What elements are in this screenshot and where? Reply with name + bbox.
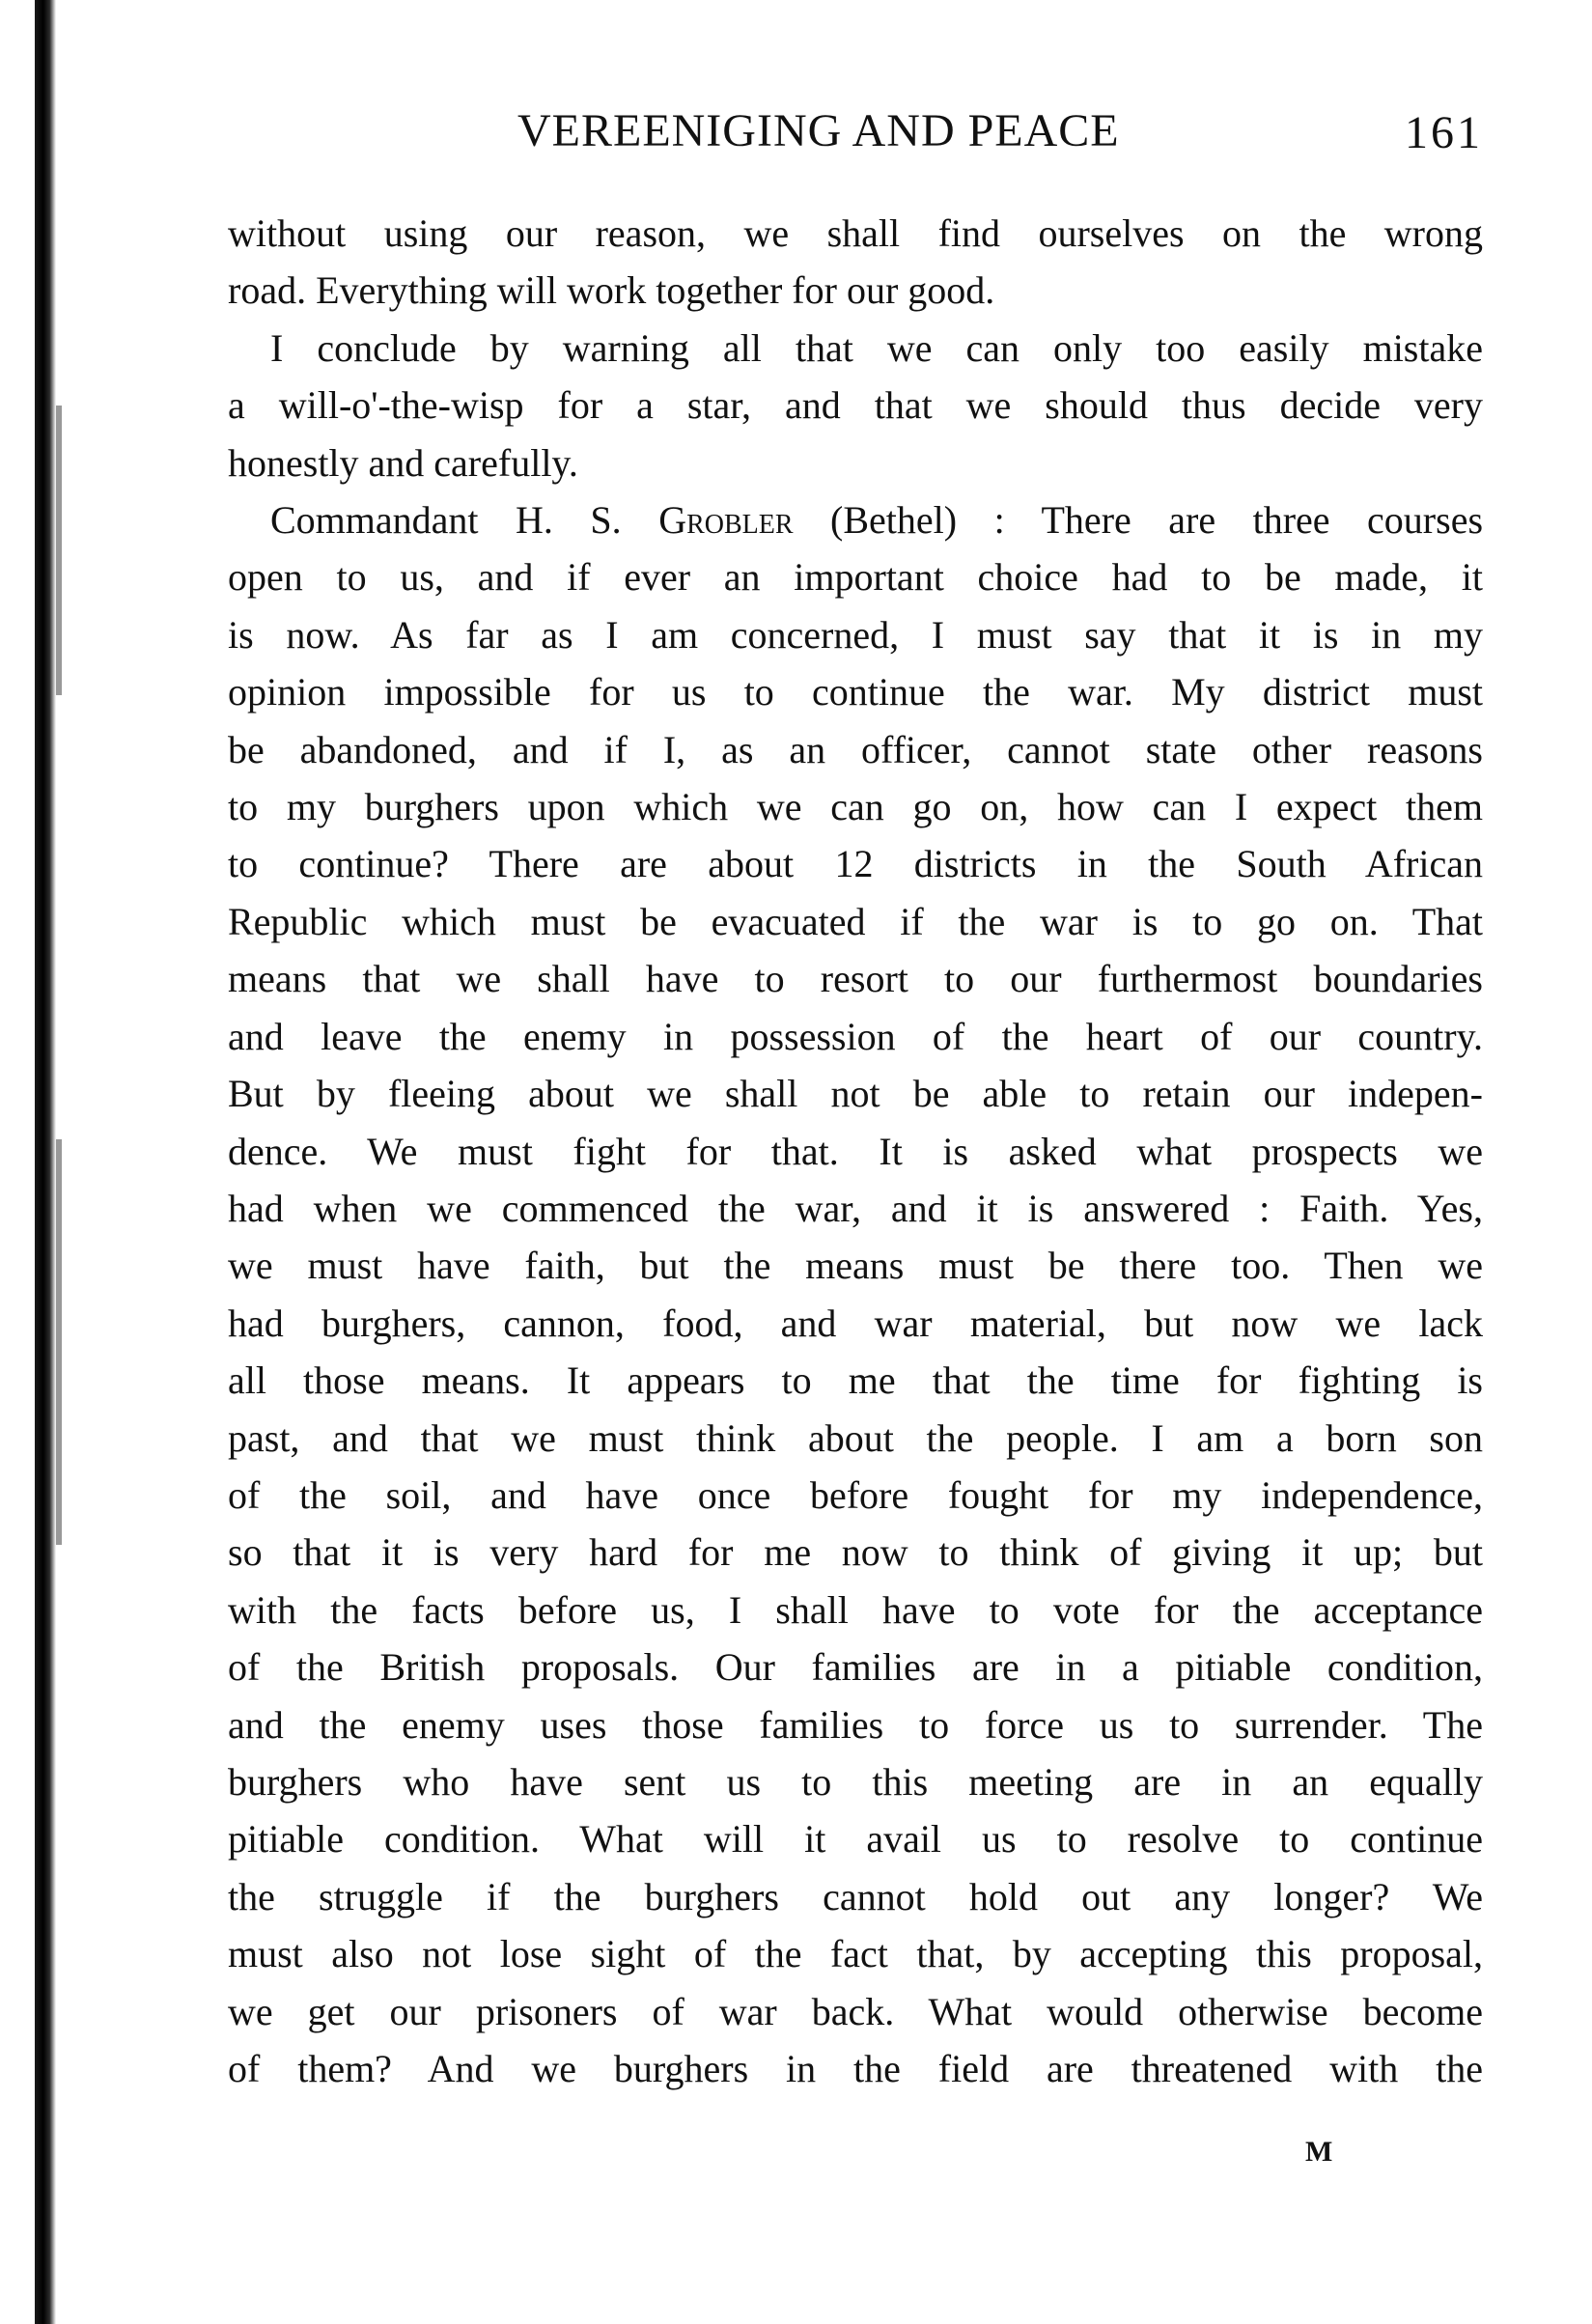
page-body: [228, 205, 1483, 2097]
speaker-title: Commandant H. S.: [270, 498, 622, 543]
text-line: the struggle if the burghers cannot hold out any longer? We: [228, 1874, 1483, 1918]
paragraph-start-line: [228, 491, 1483, 548]
text-line: means that we shall have to resort to our furthermost boundaries: [228, 957, 1483, 1001]
speaker-text: (Bethel) : There are three courses: [830, 498, 1484, 543]
text-line: is now. As far as I am concerned, I must say that it is in my: [228, 612, 1483, 657]
text-line: and the enemy uses those families to force us to surrender. The: [228, 1702, 1483, 1747]
text-line: honestly and carefully.: [228, 440, 578, 485]
text-line: with the facts before us, I shall have to vote for the acceptance: [228, 1587, 1483, 1632]
signature-mark: M: [1305, 2136, 1335, 2168]
text-line: dence. We must fight for that. It is asked what prospects we: [228, 1129, 1483, 1173]
text-line: open to us, and if ever an important choice had to be made, it: [228, 555, 1483, 600]
running-head: VEREENIGING AND PEACE: [517, 105, 1120, 156]
text-line: of them? And we burghers in the field are threatened with the: [228, 2047, 1483, 2090]
text-line: all those means. It appears to me that the time for fighting is: [228, 1358, 1483, 1403]
text-line: without using our reason, we shall find ourselves on the wrong: [228, 211, 1483, 255]
text-line: we must have faith, but the means must be there too. Then we: [228, 1244, 1483, 1288]
speaker-name: Grobler: [658, 498, 794, 543]
text-line: to my burghers upon which we can go on, how can I expect them: [228, 785, 1483, 829]
text-line: be abandoned, and if I, as an officer, cannot state other reasons: [228, 727, 1483, 771]
text-line: we get our prisoners of war back. What would otherwise become: [228, 1989, 1483, 2033]
text-line: opinion impossible for us to continue the war. My district must: [228, 670, 1483, 714]
paragraph-start-line: I conclude by warning all that we can only too easily mistake: [270, 325, 1483, 370]
text-line: of the British proposals. Our families are in a pitiable condition,: [228, 1645, 1483, 1690]
page-number: 161: [1405, 107, 1483, 158]
text-line: to continue? There are about 12 districts in the South African: [228, 842, 1483, 886]
text-line: had when we commenced the war, and it is answered : Faith. Yes,: [228, 1186, 1483, 1230]
binding-shadow: [56, 406, 62, 695]
binding-shadow: [56, 1139, 62, 1545]
page-header: [228, 104, 1483, 162]
text-line: and leave the enemy in possession of the heart of our country.: [228, 1014, 1483, 1058]
text-line: Republic which must be evacuated if the war is to go on. That: [228, 899, 1483, 943]
book-binding-edge: [35, 0, 56, 2324]
text-line: a will-o'-the-wisp for a star, and that we should thus decide very: [228, 383, 1483, 428]
text-line: had burghers, cannon, food, and war material, but now we lack: [228, 1301, 1483, 1345]
text-line: road. Everything will work together for our good.: [228, 268, 995, 313]
text-line: past, and that we must think about the people. I am a born son: [228, 1415, 1483, 1460]
text-line: so that it is very hard for me now to think of giving it up; but: [228, 1530, 1483, 1575]
text-line: But by fleeing about we shall not be able to retain our indepen-: [228, 1072, 1483, 1116]
text-line: of the soil, and have once before fought for my independence,: [228, 1472, 1483, 1517]
text-line: pitiable condition. What will it avail us to resolve to continue: [228, 1817, 1483, 1862]
text-line: must also not lose sight of the fact that, by accepting this proposal,: [228, 1932, 1483, 1976]
text-line: burghers who have sent us to this meeting are in an equally: [228, 1759, 1483, 1804]
